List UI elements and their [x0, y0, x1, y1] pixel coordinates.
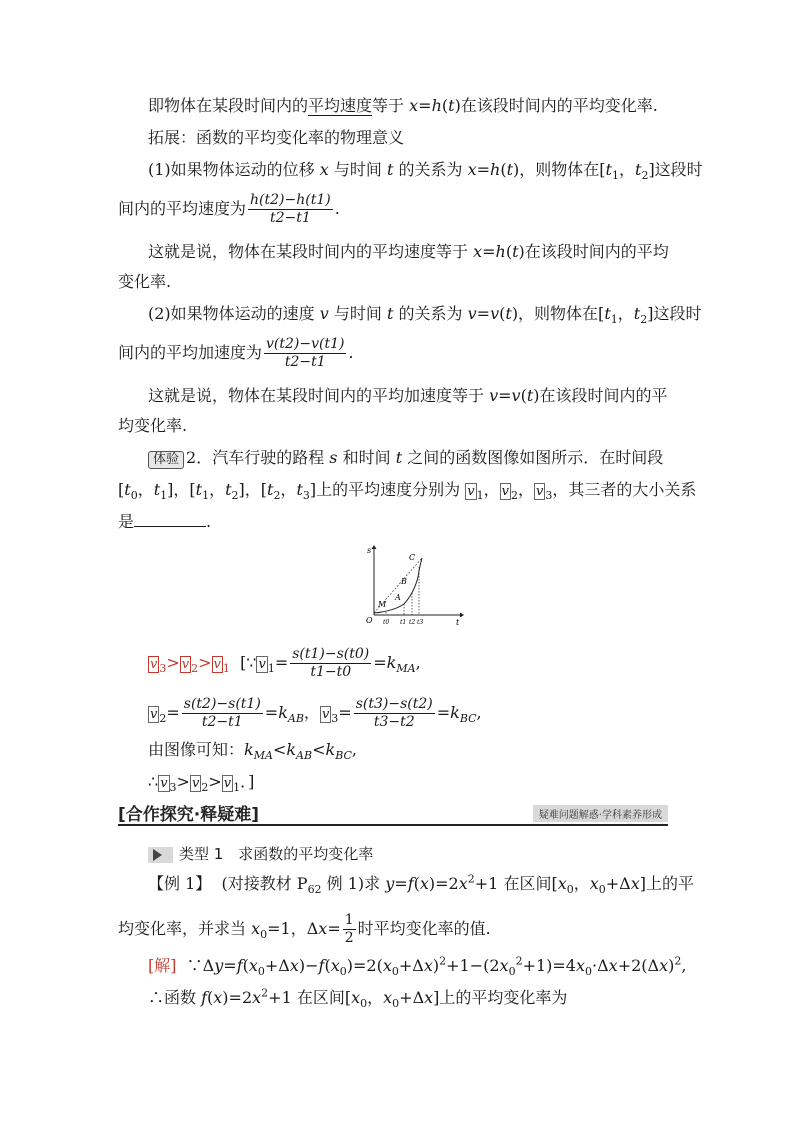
answer-line-3: 由图像可知：$k_{MA}<k_{AB}<k_{BC}$, — [148, 740, 357, 763]
y-axis-arrow — [372, 545, 377, 549]
v1-fraction: $\frac{s(t1)-s(t0)}{t1-t0}$ — [292, 646, 370, 680]
tick-label-t3: t3 — [417, 619, 424, 626]
tick-label-t0: t0 — [383, 619, 390, 626]
section-title: [合作探究·释疑难] — [118, 805, 259, 825]
text-line-1: 即物体在某段时间内的平均速度等于 x=h(t)在该段时间内的平均变化率. — [148, 96, 658, 115]
text-line-7: (2)如果物体运动的速度 v 与时间 t 的关系为 v=v(t)，则物体在[$t_1$，$t_2$]这段时 — [148, 304, 702, 327]
text-line-8: 间内的平均加速度为 $\frac{v(t2)-v(t1)}{t2-t1}$ . — [118, 336, 354, 370]
text-line-4: 间内的平均速度为 $\frac{h(t2)-h(t1)}{t2-t1}$ . — [118, 192, 340, 226]
point-label-m: M — [378, 600, 387, 609]
type-heading: 类型 1 求函数的平均变化率 — [148, 844, 373, 864]
x-axis-arrow — [460, 613, 464, 618]
section-header — [118, 800, 668, 826]
text-line-3: (1)如果物体运动的位移 x 与时间 t 的关系为 x=h(t)，则物体在[$t_1$，$t_2$]这段时 — [148, 160, 703, 183]
experience-tag: 体验 — [148, 451, 184, 469]
example-line-2: 均变化率，并求当 $x_0=1$，Δx= $\frac{1}{2}$ 时平均变化率的值. — [118, 912, 491, 946]
point-label-c: C — [409, 553, 416, 562]
half-fraction: $\frac{1}{2}$ — [344, 912, 354, 946]
play-triangle-icon — [148, 847, 173, 863]
x-axis-label: t — [456, 618, 460, 627]
solution-line-1: [解] $\because\Delta y=f(x_0+\Delta x)-f(x_0)=2(x_0+\Delta x)^2+1-(2x_0^2+1)=4x_0\cdot\Delta x+2(\Delta x)^2$, — [148, 954, 687, 979]
distance-time-graph — [364, 545, 464, 627]
solution-line-2: ∴函数 $f(x)=2x^2+1$ 在区间[$x_0$，$x_0+\Delta x$]上的平均变化率为 — [148, 986, 568, 1011]
tick-label-t1: t1 — [400, 619, 407, 626]
v2-fraction: $\frac{s(t2)-s(t1)}{t2-t1}$ — [183, 696, 261, 730]
origin-label: O — [366, 616, 373, 625]
tick-label-t2: t2 — [409, 619, 416, 626]
text-line-6: 变化率. — [118, 272, 172, 291]
answer-highlight: v $_3$> v $_2$> v $_1$ — [150, 653, 230, 676]
answer-line-2: v $_2$= $\frac{s(t2)-s(t1)}{t2-t1}$ $=k_{AB}$， v $_3$= $\frac{s(t3)-s(t2)}{t3-t2}$ $=k_{BC}$, — [150, 696, 482, 730]
section-badge: 疑难问题解惑·学科素养形成 — [533, 805, 668, 822]
example-line-1: 【例 1】 (对接教材 $P_{62}$ 例 1)求 $y=f(x)=2x^2+1$ 在区间[$x_0$，$x_0+\Delta x$]上的平 — [148, 872, 695, 897]
y-axis-label: s — [367, 546, 372, 555]
exercise-line-1: 体验 2．汽车行驶的路程 s 和时间 t 之间的函数图像如图所示．在时间段 — [148, 448, 663, 469]
avg-speed-fraction: $\frac{h(t2)-h(t1)}{t2-t1}$ — [250, 192, 331, 226]
text-line-10: 均变化率. — [118, 416, 188, 435]
point-label-b: B — [401, 577, 407, 586]
solution-label: [解] — [148, 956, 177, 975]
example-label: 【例 1】 — [148, 874, 212, 893]
exercise-line-3: 是 . — [118, 512, 212, 531]
expand-heading: 拓展：函数的平均变化率的物理意义 — [148, 128, 405, 147]
text-line-9: 这就是说，物体在某段时间内的平均加速度等于 v=v(t)在该段时间内的平 — [148, 386, 668, 405]
answer-line-1: v $_3$> v $_2$> v $_1$ [∵ v $_1$= $\frac{s(t1)-s(t0)}{t1-t0}$ $=k_{MA}$, — [150, 646, 421, 680]
answer-line-4: ∴ v $_3$> v $_2$> v $_1$．] — [148, 772, 255, 795]
avg-accel-fraction: $\frac{v(t2)-v(t1)}{t2-t1}$ — [266, 336, 345, 370]
text-line-5: 这就是说，物体在某段时间内的平均速度等于 x=h(t)在该段时间内的平均 — [148, 242, 669, 261]
answer-blank — [134, 512, 206, 527]
exercise-line-2: [$t_0$，$t_1$]，[$t_1$，$t_2$]，[$t_2$，$t_3$]上的平均速度分别为 v $_1$， v $_2$， v $_3$，其三者的大小关系 — [118, 480, 697, 503]
point-label-a: A — [395, 593, 401, 602]
v3-fraction: $\frac{s(t3)-s(t2)}{t3-t2}$ — [355, 696, 433, 730]
